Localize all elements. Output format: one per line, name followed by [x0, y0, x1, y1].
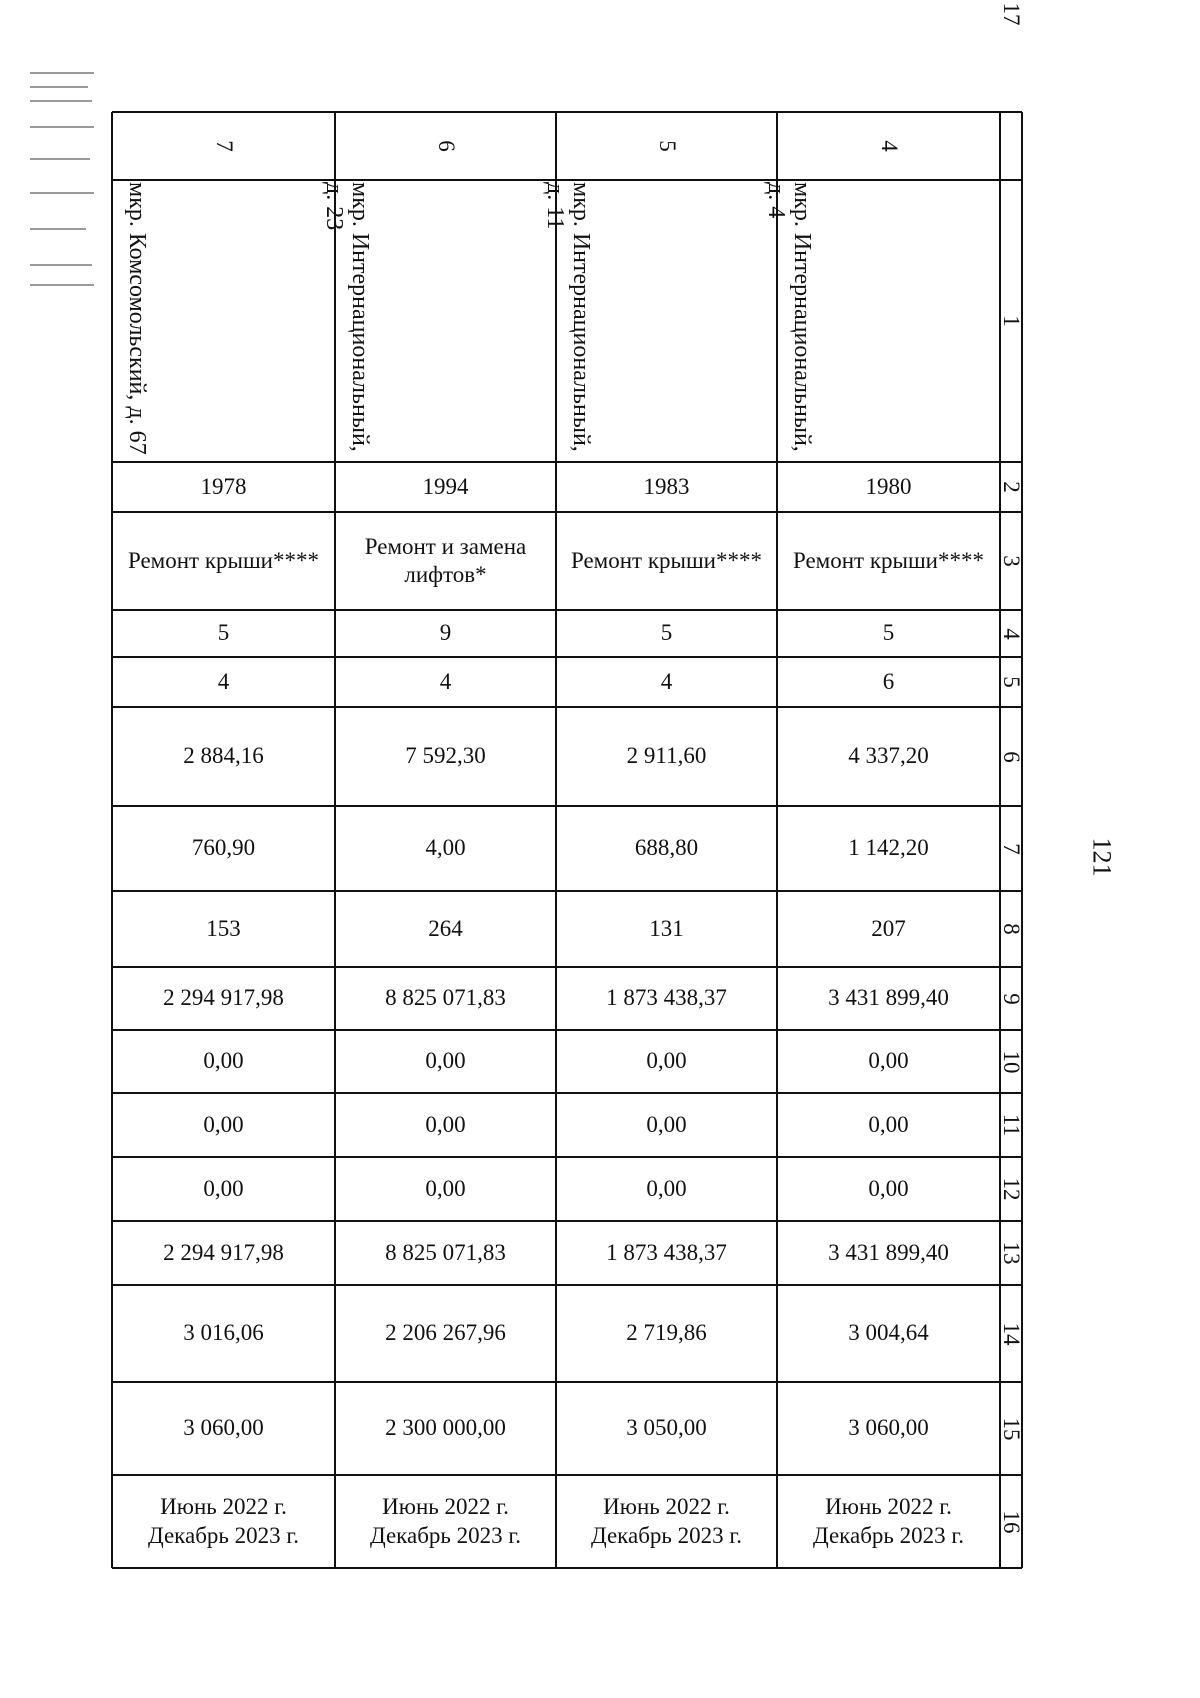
address-line: мкр. Комсомольский, д. 67 — [124, 182, 150, 455]
cell-c5: 5 — [882, 620, 895, 646]
cell-c7: 2 911,60 — [626, 743, 707, 769]
cell-c12: 0,00 — [868, 1111, 909, 1137]
cell-c12: 0,00 — [203, 1111, 244, 1137]
cell-c9: 153 — [206, 915, 241, 941]
cell-work: Ремонт крыши**** — [570, 547, 762, 573]
cell-c8: 760,90 — [191, 835, 256, 861]
cell-c13: 0,00 — [868, 1175, 909, 1201]
address-cell — [541, 182, 594, 452]
cell-work: Ремонт и замена лифтов* — [364, 533, 527, 587]
cell-c10: 8 825 071,83 — [385, 985, 506, 1011]
cell-year: 1978 — [200, 473, 247, 499]
address-line: мкр. Интернациональный, — [789, 182, 815, 452]
column-number: 13 — [999, 1241, 1024, 1265]
cell-c6: 4 — [217, 668, 230, 694]
cell-line: Декабрь 2023 г. — [370, 1522, 521, 1548]
address-line: д. 4 — [762, 182, 789, 219]
cell-c11: 0,00 — [425, 1048, 466, 1074]
cell-line: Декабрь 2023 г. — [813, 1522, 964, 1548]
cell-c15: 3 016,06 — [183, 1320, 264, 1346]
cell-c16: 3 050,00 — [626, 1415, 707, 1441]
cell-c17 — [335, 1475, 556, 1568]
cell-c14: 3 431 899,40 — [828, 1239, 949, 1265]
cell-c16: 3 060,00 — [848, 1415, 929, 1441]
cell-c15: 2 206 267,96 — [385, 1320, 506, 1346]
cell-c14: 2 294 917,98 — [163, 1239, 284, 1265]
address-line: д. 11 — [541, 182, 568, 230]
column-number: 8 — [999, 923, 1024, 935]
cell-c17 — [777, 1475, 1000, 1568]
cell-c13: 0,00 — [203, 1175, 244, 1201]
column-number: 5 — [999, 676, 1024, 688]
address-cell — [762, 182, 815, 452]
column-number: 11 — [999, 1113, 1024, 1137]
column-number: 4 — [999, 627, 1024, 640]
cell-work: Ремонт крыши**** — [127, 547, 319, 573]
cell-year: 1994 — [422, 473, 469, 499]
row-number: 6 — [433, 140, 459, 152]
cell-c13: 0,00 — [425, 1175, 466, 1201]
cell-c14: 8 825 071,83 — [385, 1239, 506, 1265]
cell-c11: 0,00 — [203, 1048, 244, 1074]
address-cell — [124, 182, 150, 455]
column-number: 14 — [999, 1322, 1024, 1345]
cell-c16: 2 300 000,00 — [385, 1415, 506, 1441]
column-number: 6 — [999, 750, 1024, 763]
cell-c11: 0,00 — [868, 1048, 909, 1074]
cell-line: Июнь 2022 г. — [825, 1494, 952, 1520]
address-line: мкр. Интернациональный, — [568, 182, 594, 452]
cell-c5: 9 — [439, 620, 452, 646]
cell-c10: 1 873 438,37 — [606, 985, 727, 1011]
address-line: д. 23 — [320, 182, 347, 231]
cell-c8: 1 142,20 — [848, 835, 929, 861]
cell-c17 — [112, 1475, 335, 1568]
address-line: мкр. Интернациональный, — [347, 182, 373, 452]
cell-line: Декабрь 2023 г. — [591, 1522, 742, 1548]
cell-line: Декабрь 2023 г. — [148, 1522, 299, 1548]
cell-c16: 3 060,00 — [183, 1415, 264, 1441]
column-number: 16 — [999, 1510, 1024, 1533]
column-number: 3 — [999, 555, 1024, 567]
cell-line: Июнь 2022 г. — [160, 1494, 287, 1520]
faded-stamp — [28, 68, 96, 290]
cell-c17 — [556, 1475, 777, 1568]
address-cell — [320, 182, 373, 452]
cell-c9: 207 — [871, 915, 906, 941]
cell-c11: 0,00 — [646, 1048, 687, 1074]
cell-c13: 0,00 — [646, 1175, 687, 1201]
cell-c7: 2 884,16 — [183, 743, 264, 769]
column-number: 17 — [999, 2, 1024, 26]
column-number: 2 — [999, 481, 1024, 493]
cell-c10: 3 431 899,40 — [828, 985, 949, 1011]
row-number: 4 — [876, 140, 902, 152]
cell-line: Июнь 2022 г. — [603, 1494, 730, 1520]
cell-line: Июнь 2022 г. — [382, 1494, 509, 1520]
cell-c10: 2 294 917,98 — [163, 985, 284, 1011]
cell-work: Ремонт крыши**** — [792, 547, 984, 573]
cell-c6: 4 — [660, 668, 673, 694]
column-number: 15 — [999, 1417, 1024, 1440]
cell-c12: 0,00 — [425, 1111, 466, 1137]
cell-c9: 264 — [428, 915, 463, 941]
row-number: 5 — [654, 140, 680, 152]
cell-c7: 7 592,30 — [405, 743, 486, 769]
cell-year: 1980 — [865, 473, 912, 499]
cell-year: 1983 — [643, 473, 690, 499]
cell-c8: 4,00 — [425, 835, 466, 861]
cell-c14: 1 873 438,37 — [606, 1239, 727, 1265]
column-number: 9 — [999, 992, 1024, 1005]
cell-c7: 4 337,20 — [848, 743, 929, 769]
cell-c12: 0,00 — [646, 1111, 687, 1137]
cell-c6: 4 — [439, 668, 452, 694]
cell-c8: 688,80 — [634, 835, 699, 861]
cell-c6: 6 — [882, 668, 895, 694]
column-number: 10 — [999, 1050, 1024, 1073]
cell-c5: 5 — [217, 620, 230, 646]
column-number: 1 — [999, 315, 1024, 327]
cell-c15: 3 004,64 — [848, 1320, 929, 1346]
cell-c5: 5 — [660, 620, 673, 646]
column-number: 12 — [999, 1177, 1024, 1201]
column-number: 7 — [999, 842, 1024, 855]
cell-c9: 131 — [649, 915, 684, 941]
cell-c15: 2 719,86 — [626, 1320, 707, 1346]
page-number: 121 — [1087, 837, 1117, 877]
row-number: 7 — [211, 140, 237, 152]
